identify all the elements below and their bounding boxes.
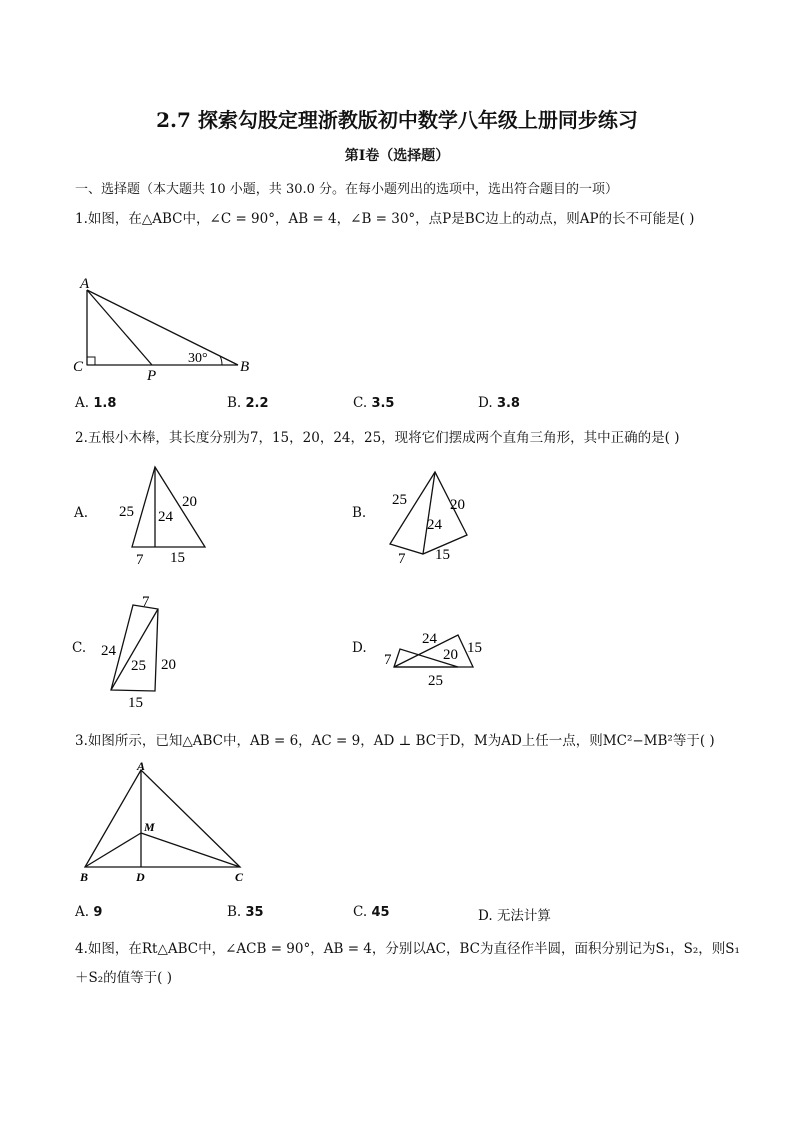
q2b-label-20: 20 <box>450 497 465 513</box>
q3-point-c: C <box>235 870 244 884</box>
q2-figure-c <box>95 592 195 712</box>
q2d-label-20: 20 <box>443 647 458 663</box>
q2a-label-20: 20 <box>182 494 197 510</box>
question-4-text-line-2: ＋S₂的值等于( ) <box>75 970 172 986</box>
q2-option-b-label[interactable]: B. <box>352 505 367 521</box>
section-heading: 一、选择题（本大题共 10 小题，共 30.0 分。在每小题列出的选项中，选出符合题目的一项） <box>75 182 619 197</box>
q1-option-d[interactable]: D. 3.8 <box>478 395 520 411</box>
q1-point-a: A <box>80 276 90 292</box>
q3-point-b: B <box>80 870 89 884</box>
q2-figure-a <box>110 462 220 572</box>
q2b-label-24: 24 <box>427 517 442 533</box>
q1-point-c: C <box>73 359 84 375</box>
q3-option-d[interactable]: D. 无法计算 <box>478 908 551 924</box>
q1-point-p: P <box>147 368 157 384</box>
q2c-label-7: 7 <box>142 594 150 610</box>
q2c-label-20: 20 <box>161 657 176 673</box>
q3-option-a[interactable]: A. 9 <box>75 904 103 920</box>
q2b-label-25: 25 <box>392 492 407 508</box>
q3-option-b[interactable]: B. 35 <box>227 904 264 920</box>
q2a-label-7: 7 <box>136 552 144 568</box>
q2d-label-25: 25 <box>428 673 443 689</box>
q1-option-a[interactable]: A. 1.8 <box>75 395 117 411</box>
q2-figure-b <box>385 462 485 572</box>
q3-point-d: D <box>136 870 145 884</box>
q2c-label-25: 25 <box>131 658 146 674</box>
q2-option-c-label[interactable]: C. <box>72 640 87 656</box>
volume-subtitle: 第Ⅰ卷（选择题） <box>344 148 450 164</box>
q2a-label-24: 24 <box>158 509 173 525</box>
q3-triangle-figure <box>75 760 255 885</box>
question-2-text: 2.五根小木棒，其长度分别为7，15，20，24，25，现将它们摆成两个直角三角形，其中正确的是( ) <box>75 430 680 446</box>
q2-option-a-label[interactable]: A. <box>74 505 89 521</box>
q2-figure-d <box>380 625 490 690</box>
q1-triangle-figure <box>70 272 270 382</box>
question-4-text-line-1: 4.如图，在Rt△ABC中，∠ACB = 90°，AB = 4，分别以AC，BC为直径作半圆，面积分别记为S₁，S₂，则S₁ <box>75 941 740 957</box>
q1-angle-label: 30° <box>188 351 208 366</box>
q3-option-c[interactable]: C. 45 <box>353 904 390 920</box>
q1-option-b[interactable]: B. 2.2 <box>227 395 269 411</box>
q2d-label-7: 7 <box>384 652 392 668</box>
q3-point-a: A <box>137 759 146 773</box>
q2a-label-25: 25 <box>119 504 134 520</box>
q2-option-d-label[interactable]: D. <box>352 640 367 656</box>
q2a-label-15: 15 <box>170 550 185 566</box>
q2d-label-24: 24 <box>422 631 437 647</box>
q1-point-b: B <box>240 359 250 375</box>
q2b-label-7: 7 <box>398 551 406 567</box>
q2b-label-15: 15 <box>435 547 450 563</box>
q2c-label-15: 15 <box>128 695 143 711</box>
page-title: 2.7 探索勾股定理浙教版初中数学八年级上册同步练习 <box>156 108 638 132</box>
question-3-text: 3.如图所示，已知△ABC中，AB = 6，AC = 9，AD ⊥ BC于D，M为AD上任一点，则MC²−MB²等于( ) <box>75 733 715 749</box>
q1-option-c[interactable]: C. 3.5 <box>353 395 395 411</box>
q2c-label-24: 24 <box>101 643 116 659</box>
q2d-label-15: 15 <box>467 640 482 656</box>
question-1-text: 1.如图，在△ABC中，∠C = 90°，AB = 4，∠B = 30°，点P是BC边上的动点，则AP的长不可能是( ) <box>75 211 695 227</box>
q3-point-m: M <box>144 820 155 834</box>
